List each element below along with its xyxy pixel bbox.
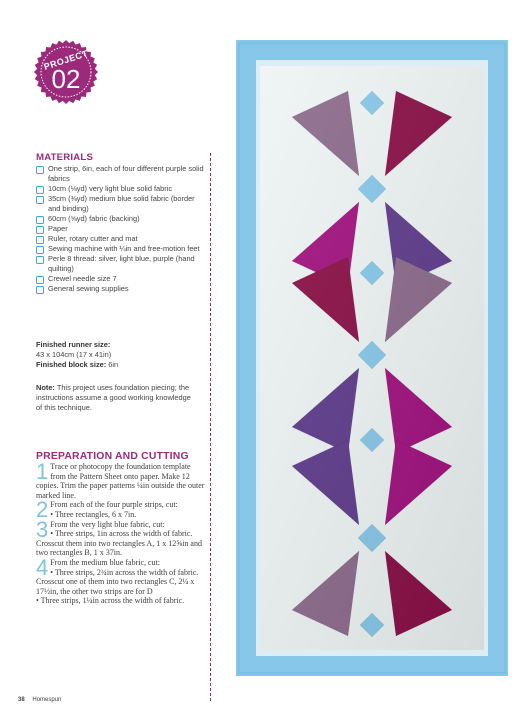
step-2 [36, 497, 206, 523]
badge-project-label: PROJECT [42, 48, 90, 72]
finished-sizes [36, 340, 206, 370]
step-number: 2 [36, 497, 49, 523]
preparation-steps [36, 459, 206, 606]
note-paragraph [36, 383, 196, 413]
checkbox-icon [36, 226, 44, 234]
runner-size-label: Finished runner size: [36, 340, 111, 349]
list-item: Perle 8 thread: silver, light blue, purple (hand quilting) [36, 254, 206, 274]
step-bullet: • Three strips, 1in across the width of fabric. Crosscut them into two rectangles A, 1 x 12⅝in and two rectangles B, 1 x 37in. [36, 529, 202, 558]
step-number: 4 [36, 554, 49, 580]
step-bullet: • Three strips, 1¼in across the width of fabric. [36, 596, 185, 606]
step-1 [36, 459, 206, 500]
checkbox-icon [36, 246, 44, 254]
list-item: Paper [36, 224, 206, 234]
checkbox-icon [36, 286, 44, 294]
note-label: Note: [36, 383, 55, 392]
step-text: Trace or photocopy the foundation template from the Pattern Sheet onto paper. Make 12 copies. Trim the paper patterns ¼in outside the outer marked line. [36, 462, 205, 500]
step-text: From the medium blue fabric, cut: [50, 557, 160, 567]
block-size-value: 6in [108, 360, 119, 369]
checkbox-icon [36, 166, 44, 174]
badge-project-number: 02 [51, 64, 81, 94]
page-number: 38 [18, 697, 25, 703]
list-item: 60cm (⅝yd) fabric (backing) [36, 214, 206, 224]
step-bullet: • Three rectangles, 6 x 7in. [50, 509, 137, 519]
step-text: From each of the four purple strips, cut: [50, 500, 178, 510]
block-size-label: Finished block size: [36, 360, 107, 369]
step-bullet: • Three strips, 2¾in across the width of fabric. Crosscut one of them into two rectangles C, 2¼ x 17½in, the other two strips are for D [36, 567, 199, 596]
list-item: 35cm (⅜yd) medium blue solid fabric (border and binding) [36, 194, 206, 214]
page-footer [18, 697, 61, 703]
quilt-illustration [236, 40, 508, 676]
quilt-table-runner-image [236, 40, 508, 676]
list-item: Sewing machine with ¼in and free-motion feet [36, 244, 206, 254]
checkbox-icon [36, 276, 44, 284]
checkbox-icon [36, 186, 44, 194]
checkbox-icon [36, 236, 44, 244]
step-3 [36, 516, 206, 558]
checkbox-icon [36, 196, 44, 204]
materials-heading: MATERIALS [36, 152, 94, 163]
runner-size-value: 43 x 104cm (17 x 41in) [36, 350, 112, 359]
preparation-heading: PREPARATION AND CUTTING [36, 451, 189, 462]
step-4 [36, 554, 206, 606]
step-text: From the very light blue fabric, cut: [50, 519, 165, 529]
checkbox-icon [36, 256, 44, 264]
step-number: 1 [36, 459, 49, 484]
note-text: This project uses foundation piecing; the instructions assume a good working knowledge of this technique. [36, 383, 191, 412]
list-item: General sewing supplies [36, 284, 206, 294]
project-badge [34, 40, 98, 104]
list-item: Crewel needle size 7 [36, 274, 206, 284]
step-number: 3 [36, 516, 49, 542]
materials-list [36, 164, 206, 294]
list-item: One strip, 6in, each of four different purple solid fabrics [36, 164, 206, 184]
list-item: 10cm (⅛yd) very light blue solid fabric [36, 184, 206, 194]
checkbox-icon [36, 216, 44, 224]
list-item: Ruler, rotary cutter and mat [36, 234, 206, 244]
magazine-name: Homespun [32, 697, 62, 703]
column-divider [210, 153, 211, 701]
